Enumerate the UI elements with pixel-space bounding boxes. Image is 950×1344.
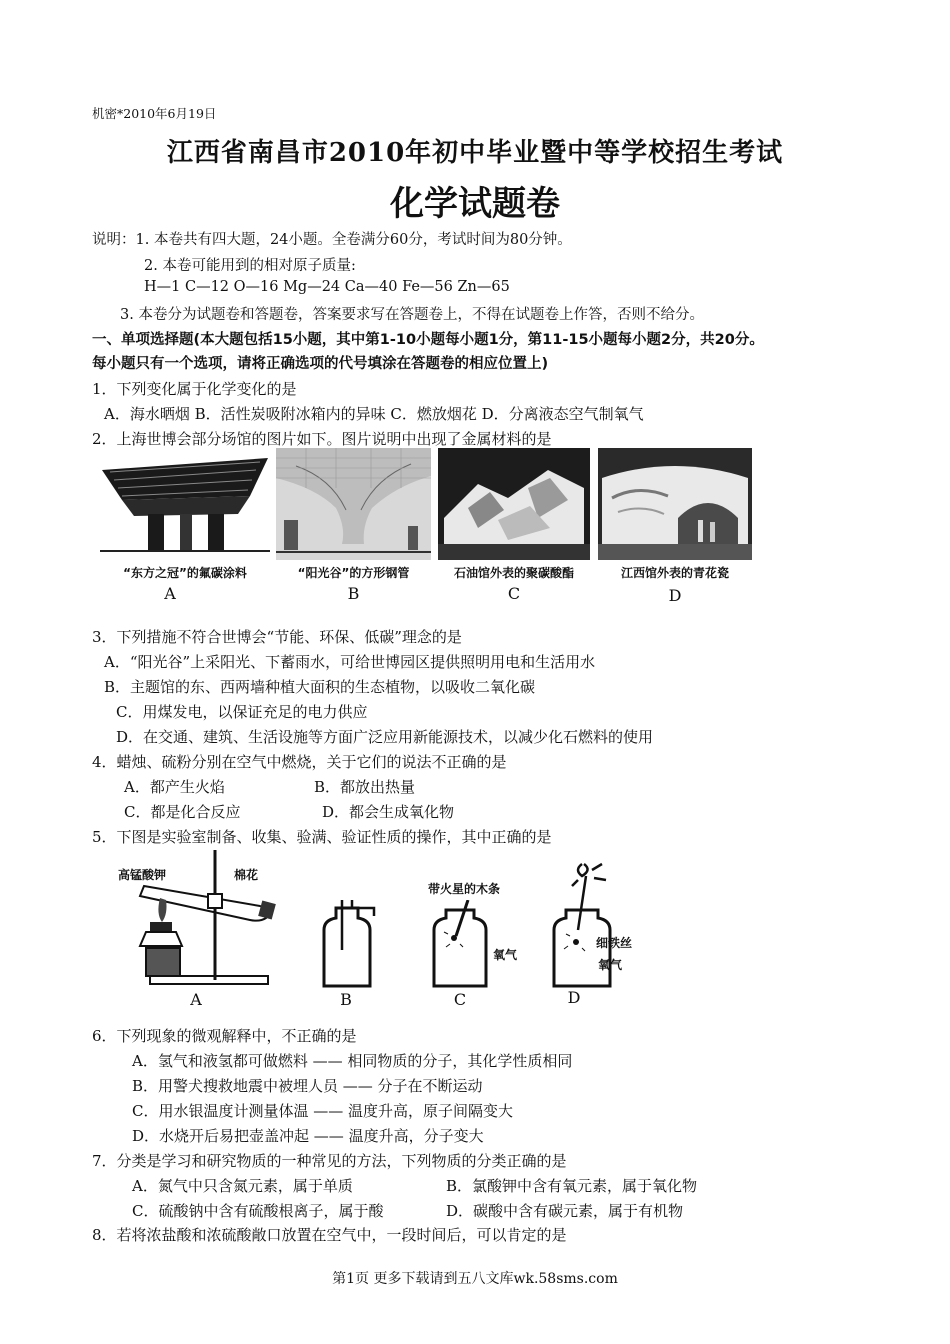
page-footer: 第1页 更多下载请到五八文库wk.58sms.com bbox=[332, 1271, 618, 1287]
q3-stem: 3．下列措施不符合世博会“节能、环保、低碳”理念的是 bbox=[92, 628, 462, 646]
q4-stem: 4．蜡烛、硫粉分别在空气中燃烧，关于它们的说法不正确的是 bbox=[92, 753, 507, 771]
confidential-date: 机密*2010年6月19日 bbox=[92, 106, 217, 121]
q6-option-b: B．用警犬搜救地震中被埋人员 —— 分子在不断运动 bbox=[132, 1077, 483, 1095]
q6-option-c: C．用水银温度计测量体温 —— 温度升高，原子间隔变大 bbox=[132, 1102, 514, 1120]
q6-stem: 6．下列现象的微观解释中，不正确的是 bbox=[92, 1027, 357, 1045]
apparatus-letter-c: C bbox=[453, 990, 467, 1009]
label-iron-wire: 细铁丝 bbox=[596, 936, 633, 950]
q3-option-b: B．主题馆的东、西两墙种植大面积的生态植物，以吸收二氧化碳 bbox=[104, 678, 536, 696]
paper-subtitle: 化学试题卷 bbox=[390, 184, 560, 224]
section-heading-1: 一、单项选择题(本大题包括15小题，其中第1-10小题每小题1分，第11-15小题每小题2分，共20分。 bbox=[92, 332, 764, 348]
q7-option-b: B．氯酸钾中含有氧元素，属于氧化物 bbox=[446, 1177, 698, 1195]
note-line-2: 2. 本卷可能用到的相对原子质量: bbox=[144, 258, 356, 274]
label-oxygen-c: 氧气 bbox=[493, 948, 518, 962]
q7-stem: 7．分类是学习和研究物质的一种常见的方法，下列物质的分类正确的是 bbox=[92, 1152, 567, 1170]
photo-c-oil-pavilion bbox=[438, 448, 590, 560]
photo-a-china-pavilion bbox=[100, 448, 270, 560]
q4-option-b: B．都放出热量 bbox=[314, 778, 416, 796]
apparatus-c-oxygen-test bbox=[428, 900, 492, 988]
letter-a: A bbox=[164, 584, 176, 603]
q3-option-a: A．“阳光谷”上采阳光、下蓄雨水，可给世博园区提供照明用电和生活用水 bbox=[104, 653, 596, 671]
q4-option-d: D．都会生成氧化物 bbox=[322, 803, 455, 821]
label-cotton: 棉花 bbox=[234, 868, 259, 882]
letter-d: D bbox=[668, 586, 682, 605]
letter-b: B bbox=[347, 584, 360, 603]
q7-option-c: C．硫酸钠中含有硫酸根离子，属于酸 bbox=[132, 1202, 384, 1220]
q6-option-a: A．氢气和液氢都可做燃料 —— 相同物质的分子，其化学性质相同 bbox=[132, 1052, 573, 1070]
apparatus-letter-a: A bbox=[190, 990, 202, 1009]
note-line-1: 说明：1. 本卷共有四大题，24小题。全卷满分60分，考试时间为80分钟。 bbox=[92, 232, 572, 248]
caption-a: “东方之冠”的氟碳涂料 bbox=[123, 566, 247, 580]
caption-d: 江西馆外表的青花瓷 bbox=[620, 566, 729, 580]
label-kmno4: 高锰酸钾 bbox=[118, 868, 167, 882]
q7-option-a: A．氮气中只含氮元素，属于单质 bbox=[132, 1177, 353, 1195]
letter-c: C bbox=[507, 584, 521, 603]
q4-option-a: A．都产生火焰 bbox=[124, 778, 225, 796]
label-oxygen-d: 氧气 bbox=[598, 958, 623, 972]
q7-option-d: D．碳酸中含有碳元素，属于有机物 bbox=[446, 1202, 684, 1220]
q3-option-d: D．在交通、建筑、生活设施等方面广泛应用新能源技术，以减少化石燃料的使用 bbox=[116, 728, 654, 746]
caption-b: “阳光谷”的方形钢管 bbox=[297, 566, 410, 580]
q1-options: A．海水晒烟 B．活性炭吸附冰箱内的异味 C．燃放烟花 D．分离液态空气制氧气 bbox=[104, 405, 644, 423]
q1-stem: 1．下列变化属于化学变化的是 bbox=[92, 380, 297, 398]
note-line-3: 3. 本卷分为试题卷和答题卷，答案要求写在答题卷上，不得在试题卷上作答，否则不给分。 bbox=[120, 307, 704, 323]
apparatus-b-gas-bottle bbox=[318, 900, 378, 988]
q4-option-c: C．都是化合反应 bbox=[124, 803, 241, 821]
q2-stem: 2．上海世博会部分场馆的图片如下。图片说明中出现了金属材料的是 bbox=[92, 430, 552, 448]
exam-title: 江西省南昌市2010年初中毕业暨中等学校招生考试 bbox=[166, 138, 784, 168]
label-splint: 带火星的木条 bbox=[428, 882, 501, 896]
q5-stem: 5．下图是实验室制备、收集、验满、验证性质的操作，其中正确的是 bbox=[92, 828, 552, 846]
q3-option-c: C．用煤发电，以保证充足的电力供应 bbox=[116, 703, 368, 721]
apparatus-letter-b: B bbox=[340, 990, 352, 1009]
section-heading-2: 每小题只有一个选项，请将正确选项的代号填涂在答题卷的相应位置上) bbox=[92, 356, 549, 372]
caption-c: 石油馆外表的聚碳酸酯 bbox=[453, 566, 574, 580]
apparatus-letter-d: D bbox=[567, 988, 581, 1007]
q8-stem: 8．若将浓盐酸和浓硫酸敞口放置在空气中，一段时间后，可以肯定的是 bbox=[92, 1226, 567, 1244]
q6-option-d: D．水烧开后易把壶盖冲起 —— 温度升高，分子变大 bbox=[132, 1127, 484, 1145]
photo-d-jiangxi-pavilion bbox=[598, 448, 752, 560]
photo-b-sunlight-valley bbox=[276, 448, 431, 560]
atomic-masses: H—1 C—12 O—16 Mg—24 Ca—40 Fe—56 Zn—65 bbox=[144, 279, 510, 295]
